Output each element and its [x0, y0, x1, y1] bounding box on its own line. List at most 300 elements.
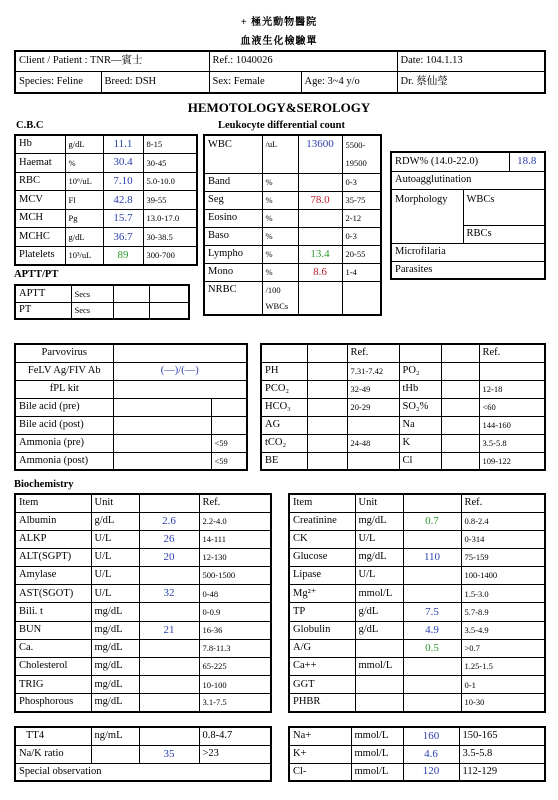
cbc-row	[15, 247, 197, 266]
biochem-value: 0.5	[403, 639, 461, 657]
leuko-ref: 20-55	[342, 245, 381, 263]
serology-item: Ammonia (post)	[15, 452, 113, 470]
cbc-item: Haemat	[15, 154, 65, 173]
biochem-value	[139, 603, 199, 621]
bloodgas-item-2: PO₂	[399, 362, 441, 380]
leuko-ref: 0-3	[342, 227, 381, 245]
felv-fiv-value: (—)/(—)	[113, 362, 247, 380]
biochem-unit: mg/dL	[91, 658, 139, 676]
biochem-unit: U/L	[91, 567, 139, 585]
biochem-unit	[355, 676, 403, 694]
bloodgas-item: AG	[261, 416, 307, 434]
wbc-value: 13600	[298, 135, 342, 173]
electrolyte-item: K+	[289, 745, 351, 763]
bloodgas-value	[307, 398, 347, 416]
cbc-label: C.B.C	[16, 120, 44, 131]
cbc-table	[14, 134, 198, 266]
biochem-ref: 0-314	[461, 530, 545, 548]
biochem-ref: >0.7	[461, 639, 545, 657]
leuko-item: Band	[204, 173, 262, 191]
serology-item: Bile acid (post)	[15, 416, 113, 434]
biochem-unit: U/L	[355, 567, 403, 585]
bloodgas-ref: 24-48	[347, 434, 399, 452]
doctor: Dr. 蔡仙瑩	[397, 71, 545, 93]
leuko-unit: %	[262, 173, 298, 191]
biochem-row	[289, 530, 545, 548]
biochem-row	[15, 621, 271, 639]
aptt-value	[113, 285, 149, 302]
bloodgas-item-2: tHb	[399, 380, 441, 398]
biochem-value	[139, 694, 199, 712]
biochem-ref: 1.5-3.0	[461, 585, 545, 603]
biochem-item: Lipase	[289, 567, 355, 585]
cbc-row	[15, 154, 197, 173]
biochem-item: ALKP	[15, 530, 91, 548]
biochem-ref: 500-1500	[199, 567, 271, 585]
biochem-row	[15, 567, 271, 585]
leuko-unit: %	[262, 245, 298, 263]
bloodgas-value-2	[441, 434, 479, 452]
biochem-unit: U/L	[91, 548, 139, 566]
bloodgas-item: BE	[261, 452, 307, 470]
electrolyte-value: 4.6	[403, 745, 459, 763]
bloodgas-ref-2: 12-18	[479, 380, 545, 398]
biochem-ref: 10-100	[199, 676, 271, 694]
biochem-left-table	[14, 493, 272, 713]
biochem-item: Phosphorous	[15, 694, 91, 712]
biochem-item: Amylase	[15, 567, 91, 585]
biochem-unit	[355, 639, 403, 657]
serology-row	[15, 416, 247, 434]
leuko-ref: 2-12	[342, 209, 381, 227]
biochem-ref: 14-111	[199, 530, 271, 548]
cbc-item: RBC	[15, 172, 65, 191]
serology-row	[15, 434, 247, 452]
cbc-ref: 39-55	[143, 191, 197, 210]
cbc-unit: 10⁶/uL	[65, 172, 103, 191]
col-ref: Ref.	[461, 494, 545, 512]
sex: Sex: Female	[209, 71, 301, 93]
leuko-item: Eosino	[204, 209, 262, 227]
biochem-row	[15, 512, 271, 530]
tt4-ref: 0.8-4.7	[199, 727, 271, 745]
electrolyte-unit: mmol/L	[351, 745, 403, 763]
bloodgas-item-2: Cl	[399, 452, 441, 470]
biochem-item: Bili. t	[15, 603, 91, 621]
biochem-value: 4.9	[403, 621, 461, 639]
bloodgas-row	[261, 398, 545, 416]
biochem-unit: mg/dL	[91, 694, 139, 712]
cbc-value: 7.10	[103, 172, 143, 191]
biochem-value: 20	[139, 548, 199, 566]
tt4-value	[139, 727, 199, 745]
cbc-value: 42.8	[103, 191, 143, 210]
biochem-item: BUN	[15, 621, 91, 639]
leuko-ref: 0-3	[342, 173, 381, 191]
biochem-label: Biochemistry	[14, 479, 74, 490]
biochem-unit: g/dL	[91, 512, 139, 530]
electrolyte-unit: mmol/L	[351, 727, 403, 745]
biochem-unit: mg/dL	[91, 603, 139, 621]
biochem-value	[403, 585, 461, 603]
wbc-unit: /uL	[262, 135, 298, 173]
cbc-value: 36.7	[103, 228, 143, 247]
col-unit: Unit	[355, 494, 403, 512]
aptt-row	[15, 302, 189, 319]
electrolyte-row	[289, 745, 545, 763]
leuko-item: Baso	[204, 227, 262, 245]
cbc-ref: 30-45	[143, 154, 197, 173]
cbc-item: Platelets	[15, 247, 65, 266]
biochem-value: 32	[139, 585, 199, 603]
biochem-unit: mg/dL	[91, 621, 139, 639]
tt4-unit: ng/mL	[91, 727, 139, 745]
aptt-ref	[149, 302, 189, 319]
biochem-value	[139, 658, 199, 676]
cbc-row	[15, 228, 197, 247]
bloodgas-item-2: Na	[399, 416, 441, 434]
aptt-row	[15, 285, 189, 302]
leuko-unit: %	[262, 227, 298, 245]
col-value	[403, 494, 461, 512]
biochem-value: 2.6	[139, 512, 199, 530]
nrbc-value	[298, 281, 342, 315]
leuko-ref: 35-75	[342, 191, 381, 209]
bloodgas-item: PH	[261, 362, 307, 380]
biochem-row	[289, 694, 545, 712]
microfilaria-label: Microfilaria	[391, 243, 545, 261]
biochem-ref: 5.7-8.9	[461, 603, 545, 621]
biochem-ref: 3.5-4.9	[461, 621, 545, 639]
bloodgas-item: tCO₂	[261, 434, 307, 452]
tt4-item: Na/K ratio	[15, 745, 91, 763]
nrbc-ref	[342, 281, 381, 315]
fpl-value	[113, 380, 247, 398]
electrolyte-unit: mmol/L	[351, 763, 403, 781]
bloodgas-row	[261, 380, 545, 398]
morphology-rbcs: RBCs	[463, 225, 545, 243]
leuko-label: Leukocyte differential count	[218, 120, 345, 131]
biochem-ref: 16-36	[199, 621, 271, 639]
tt4-row	[15, 745, 271, 763]
leuko-value: 78.0	[298, 191, 342, 209]
electrolyte-ref: 112-129	[459, 763, 545, 781]
patient-info-table	[14, 50, 546, 94]
cbc-ref: 13.0-17.0	[143, 209, 197, 228]
morphology-wbcs: WBCs	[463, 189, 545, 225]
biochem-row	[15, 694, 271, 712]
serology-row	[15, 398, 247, 416]
cbc-value: 89	[103, 247, 143, 266]
cbc-unit: g/dL	[65, 228, 103, 247]
biochem-value: 21	[139, 621, 199, 639]
biochem-row	[289, 567, 545, 585]
biochem-row	[289, 621, 545, 639]
cbc-unit: Fl	[65, 191, 103, 210]
leuko-item: Seg	[204, 191, 262, 209]
biochem-ref: 65-225	[199, 658, 271, 676]
biochem-header-row	[289, 494, 545, 512]
biochem-value: 7.5	[403, 603, 461, 621]
biochem-row	[289, 603, 545, 621]
bloodgas-item-2: SO₂%	[399, 398, 441, 416]
electrolyte-item: Cl-	[289, 763, 351, 781]
bloodgas-ref: 20-29	[347, 398, 399, 416]
biochem-item: Ca++	[289, 658, 355, 676]
bloodgas-ref: 32-49	[347, 380, 399, 398]
leuko-value	[298, 227, 342, 245]
cbc-unit: %	[65, 154, 103, 173]
bloodgas-ref	[347, 452, 399, 470]
col-item: Item	[289, 494, 355, 512]
serology-value	[113, 416, 211, 434]
biochem-unit: mmol/L	[355, 585, 403, 603]
biochem-right-table	[288, 493, 546, 713]
bloodgas-row	[261, 452, 545, 470]
tt4-unit	[91, 745, 139, 763]
biochem-unit: mg/dL	[91, 676, 139, 694]
biochem-ref: 0-1	[461, 676, 545, 694]
ref-number: Ref.: 1040026	[209, 51, 397, 71]
species: Species: Feline	[15, 71, 101, 93]
biochem-value	[139, 567, 199, 585]
biochem-ref: 2.2-4.0	[199, 512, 271, 530]
nrbc-item: NRBC	[204, 281, 262, 315]
serology-ref	[211, 416, 247, 434]
biochem-value	[403, 658, 461, 676]
bloodgas-item: PCO₂	[261, 380, 307, 398]
biochem-value: 26	[139, 530, 199, 548]
biochem-ref: 1.25-1.5	[461, 658, 545, 676]
leuko-item: Lympho	[204, 245, 262, 263]
biochem-unit: mg/dL	[91, 639, 139, 657]
leuko-unit: %	[262, 191, 298, 209]
aptt-unit: Secs	[71, 302, 113, 319]
breed: Breed: DSH	[101, 71, 209, 93]
biochem-row	[289, 639, 545, 657]
leuko-row	[204, 173, 381, 191]
cbc-row	[15, 209, 197, 228]
biochem-ref: 0-48	[199, 585, 271, 603]
electrolyte-row	[289, 763, 545, 781]
biochem-ref: 10-30	[461, 694, 545, 712]
parvovirus-label: Parvovirus	[15, 344, 113, 362]
bloodgas-ref-header: Ref.	[347, 344, 399, 362]
biochem-value	[403, 530, 461, 548]
cbc-item: MCHC	[15, 228, 65, 247]
biochem-row	[15, 639, 271, 657]
aptt-label: APTT/PT	[14, 269, 59, 280]
biochem-row	[15, 530, 271, 548]
cbc-item: Hb	[15, 135, 65, 154]
biochem-row	[289, 512, 545, 530]
electrolyte-value: 120	[403, 763, 459, 781]
leuko-row	[204, 191, 381, 209]
biochem-unit	[355, 694, 403, 712]
cbc-ref: 30-38.5	[143, 228, 197, 247]
bloodgas-value-2	[441, 398, 479, 416]
cbc-row	[15, 172, 197, 191]
biochem-unit: mg/dL	[355, 512, 403, 530]
hospital-name: + 極光動物醫院	[240, 17, 318, 28]
tt4-item: TT4	[15, 727, 91, 745]
biochem-value	[139, 676, 199, 694]
leuko-row	[204, 209, 381, 227]
biochem-item: CK	[289, 530, 355, 548]
biochem-item: TRIG	[15, 676, 91, 694]
leuko-value	[298, 173, 342, 191]
bloodgas-ref-header-2: Ref.	[479, 344, 545, 362]
biochem-value	[403, 676, 461, 694]
rdw-value: 18.8	[509, 152, 545, 171]
special-observation: Special observation	[15, 763, 271, 781]
biochem-row	[289, 585, 545, 603]
parvovirus-value	[113, 344, 247, 362]
morphology-label: Morphology	[391, 189, 463, 243]
cbc-row	[15, 135, 197, 154]
biochem-row	[15, 676, 271, 694]
leuko-row	[204, 263, 381, 281]
biochem-unit: U/L	[355, 530, 403, 548]
biochem-ref: 3.1-7.5	[199, 694, 271, 712]
biochem-value: 0.7	[403, 512, 461, 530]
cbc-value: 11.1	[103, 135, 143, 154]
leuko-row	[204, 227, 381, 245]
electrolyte-ref: 3.5-5.8	[459, 745, 545, 763]
biochem-ref: 75-159	[461, 548, 545, 566]
wbc-ref-low: 5500-	[342, 135, 381, 154]
leuko-ref: 1-4	[342, 263, 381, 281]
electrolyte-row	[289, 727, 545, 745]
biochem-item: GGT	[289, 676, 355, 694]
cbc-unit: Pg	[65, 209, 103, 228]
bloodgas-ref-2	[479, 362, 545, 380]
biochem-value	[403, 567, 461, 585]
biochem-row	[15, 585, 271, 603]
bloodgas-ref-2: 109-122	[479, 452, 545, 470]
serology-value	[113, 452, 211, 470]
biochem-item: Ca.	[15, 639, 91, 657]
nrbc-unit-1: /100	[262, 281, 298, 298]
biochem-value: 110	[403, 548, 461, 566]
leuko-unit: %	[262, 209, 298, 227]
leuko-row	[204, 245, 381, 263]
cbc-ref: 300-700	[143, 247, 197, 266]
biochem-item: Glucose	[289, 548, 355, 566]
bloodgas-value	[307, 362, 347, 380]
aptt-item: APTT	[15, 285, 71, 302]
cbc-value: 30.4	[103, 154, 143, 173]
rdw-table	[390, 151, 546, 280]
bloodgas-value	[307, 434, 347, 452]
leuko-unit: %	[262, 263, 298, 281]
bloodgas-value-2	[441, 380, 479, 398]
bloodgas-item-2: K	[399, 434, 441, 452]
tt4-value: 35	[139, 745, 199, 763]
cbc-item: MCV	[15, 191, 65, 210]
aptt-table	[14, 284, 190, 320]
biochem-unit: U/L	[91, 585, 139, 603]
bloodgas-row	[261, 362, 545, 380]
col-ref: Ref.	[199, 494, 271, 512]
aptt-unit: Secs	[71, 285, 113, 302]
biochem-item: TP	[289, 603, 355, 621]
col-unit: Unit	[91, 494, 139, 512]
aptt-value	[113, 302, 149, 319]
tt4-ref: >23	[199, 745, 271, 763]
biochem-item: Albumin	[15, 512, 91, 530]
leuko-wbc-row	[204, 135, 381, 154]
biochem-value	[139, 639, 199, 657]
biochem-item: Creatinine	[289, 512, 355, 530]
bloodgas-ref	[347, 416, 399, 434]
serology-value	[113, 398, 211, 416]
bloodgas-value-2	[441, 452, 479, 470]
biochem-ref: 12-130	[199, 548, 271, 566]
serology-ref	[211, 398, 247, 416]
col-value	[139, 494, 199, 512]
biochem-item: Mg²⁺	[289, 585, 355, 603]
autoagglutination-label: Autoagglutination	[391, 171, 545, 189]
electrolyte-ref: 150-165	[459, 727, 545, 745]
tt4-row	[15, 727, 271, 745]
rdw-label: RDW% (14.0-22.0)	[391, 152, 509, 171]
bloodgas-row	[261, 434, 545, 452]
age: Age: 3~4 y/o	[301, 71, 397, 93]
parasites-label: Parasites	[391, 261, 545, 279]
cbc-item: MCH	[15, 209, 65, 228]
leuko-table	[203, 134, 382, 316]
biochem-item: PHBR	[289, 694, 355, 712]
leuko-value	[298, 209, 342, 227]
biochem-row	[15, 658, 271, 676]
biochem-value	[403, 694, 461, 712]
special-observation-row	[15, 763, 271, 781]
cbc-ref: 5.0-10.0	[143, 172, 197, 191]
electrolyte-table	[288, 726, 546, 782]
serology-item: Bile acid (pre)	[15, 398, 113, 416]
biochem-unit: mmol/L	[355, 658, 403, 676]
serology-value	[113, 434, 211, 452]
biochem-item: Globulin	[289, 621, 355, 639]
nrbc-unit-2: WBCs	[262, 298, 298, 315]
cbc-unit: 10³/uL	[65, 247, 103, 266]
bloodgas-ref: 7.31-7.42	[347, 362, 399, 380]
biochem-unit: g/dL	[355, 603, 403, 621]
cbc-row	[15, 191, 197, 210]
aptt-ref	[149, 285, 189, 302]
bloodgas-value	[307, 380, 347, 398]
leuko-nrbc-row	[204, 281, 381, 298]
biochem-row	[289, 676, 545, 694]
bloodgas-ref-2: <60	[479, 398, 545, 416]
bloodgas-table	[260, 343, 546, 471]
biochem-ref: 0.8-2.4	[461, 512, 545, 530]
biochem-unit: g/dL	[355, 621, 403, 639]
section-title: HEMOTOLOGY&SEROLOGY	[187, 100, 371, 115]
cbc-unit: g/dL	[65, 135, 103, 154]
cbc-value: 15.7	[103, 209, 143, 228]
biochem-item: Cholesterol	[15, 658, 91, 676]
electrolyte-value: 160	[403, 727, 459, 745]
biochem-item: ALT(SGPT)	[15, 548, 91, 566]
col-item: Item	[15, 494, 91, 512]
biochem-row	[15, 548, 271, 566]
biochem-unit: U/L	[91, 530, 139, 548]
biochem-header-row	[15, 494, 271, 512]
bloodgas-row	[261, 416, 545, 434]
serology-row	[15, 452, 247, 470]
